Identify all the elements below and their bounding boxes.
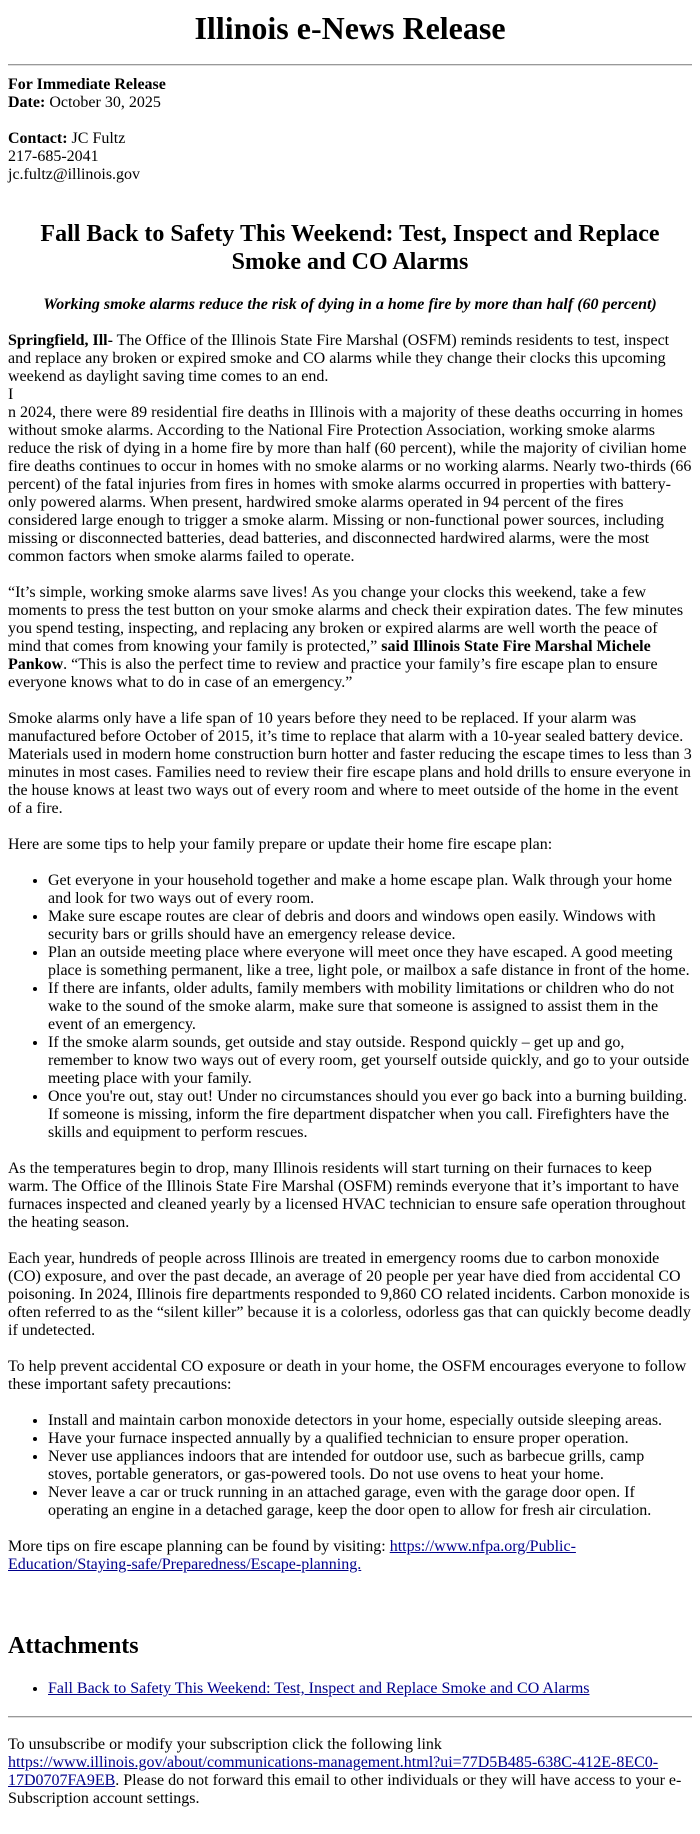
paragraph-co: Each year, hundreds of people across Illinois are treated in emergency rooms due to carbon monoxide (CO) exposure, and over the past decade, an average of 20 people per year have died from accidental CO poisoning. In 2024, Illinois fire departments responded to 9,860 CO related incidents. Carbon monoxide is often referred to as the “silent killer” because it is a colorless, odorless gas that can quickly become deadly if undetected. [8, 1250, 691, 1339]
contact-label: Contact: [8, 130, 68, 147]
release-label: For Immediate Release [8, 76, 166, 93]
stats-text: n 2024, there were 89 residential fire deaths in Illinois with a majority of these deaths occurring in homes without smoke alarms. According to the National Fire Protection Association, working smoke alarms reduce the risk of dying in a home fire by more than half (60 percent), while the majority of civilian home fire deaths continues to occur in homes with no smoke alarms or no working alarms. Nearly two-thirds (66 percent) of the fatal injuries from fires in homes with smoke alarms occurred in properties with battery-only powered alarms. When present, hardwired smoke alarms operated in 94 percent of the fires considered large enough to trigger a smoke alarm. Missing or non-functional power sources, including missing or disconnected batteries, dead batteries, and disconnected hardwired alarms, were the most common factors when smoke alarms failed to operate. [8, 404, 692, 565]
unsubscribe-text: To unsubscribe or modify your subscription click the following link [8, 1736, 442, 1753]
quote-attribution: said Illinois State Fire Marshal Michele Pankow [8, 638, 651, 673]
article-subtitle: Working smoke alarms reduce the risk of dying in a home fire by more than half (60 percent) [43, 296, 657, 313]
dateline: Springfield, Ill- [8, 332, 113, 349]
footer-text [8, 1736, 692, 1808]
attachment-item [48, 1680, 692, 1698]
attachment-link[interactable]: Fall Back to Safety This Weekend: Test, Inspect and Replace Smoke and CO Alarms [48, 1680, 590, 1697]
page-title: Illinois e-News Release [194, 10, 506, 46]
list-item: • Never use appliances indoors that are intended for outdoor use, such as barbecue grills, camp stoves, portable generators, or gas-powered tools. Do not use ovens to heat your home. [48, 1448, 692, 1484]
contact-email: jc.fultz@illinois.gov [8, 166, 141, 183]
more-tips-text: More tips on fire escape planning can be found by visiting: [8, 1538, 390, 1555]
attachments-list [8, 1680, 692, 1698]
contact-name: JC Fultz [71, 130, 126, 147]
release-date: October 30, 2025 [49, 94, 161, 111]
paragraph-furnace: As the temperatures begin to drop, many Illinois residents will start turning on their furnaces to keep warm. The Office of the Illinois State Fire Marshal (OSFM) reminds everyone that it’s important to have furnaces inspected and cleaned yearly by a licensed HVAC technician to ensure safe operation throughout the heating season. [8, 1160, 686, 1231]
intro-text: The Office of the Illinois State Fire Marshal (OSFM) reminds residents to test, inspect and replace any broken or expired smoke and CO alarms while they change their clocks this upcoming weekend as daylight saving time comes to an end. [8, 332, 670, 385]
paragraph-lifespan: Smoke alarms only have a life span of 10 years before they need to be replaced. If your alarm was manufactured before October of 2015, it’s time to replace that alarm with a 10-year sealed battery device. Materials used in modern home construction burn hotter and faster reducing the escape times to less than 3 minutes in most cases. Families need to review their fire escape plans and hold drills to ensure everyone in the house knows at least two ways out of every room and where to meet outside of the home in the event of a fire. [8, 710, 692, 817]
list-item: • Have your furnace inspected annually by a qualified technician to ensure proper operation. [48, 1430, 692, 1448]
list-item: • Get everyone in your household together and make a home escape plan. Walk through your home and look for two ways out of every room. [48, 872, 692, 908]
forward-warning: . Please do not forward this email to other individuals or they will have access to your e-Subscription account settings. [8, 1772, 682, 1807]
release-meta [8, 76, 692, 112]
article-title: Fall Back to Safety This Weekend: Test, Inspect and Replace Smoke and CO Alarms [40, 221, 660, 275]
divider [8, 64, 692, 66]
escape-tips-list [8, 872, 692, 1142]
divider [8, 1716, 692, 1718]
paragraph-intro [8, 332, 692, 566]
paragraph-quote [8, 584, 692, 692]
list-item: • Make sure escape routes are clear of debris and doors and windows open easily. Windows with security bars or grills should have an emergency release device. [48, 908, 692, 944]
list-item: • If the smoke alarm sounds, get outside and stay outside. Respond quickly – get up and go, remember to know two ways out of every room, get yourself outside quickly, and go to your outside meeting place with your family. [48, 1034, 692, 1088]
list-item: • If there are infants, older adults, family members with mobility limitations or children who do not wake to the sound of the smoke alarm, make sure that someone is assigned to assist them in the event of an emergency. [48, 980, 692, 1034]
unsubscribe-link[interactable]: https://www.illinois.gov/about/communications-management.html?ui=77D5B485-638C-412E-8EC0-17D0707FA9EB [8, 1754, 659, 1789]
paragraph-tips-intro: Here are some tips to help your family prepare or update their home fire escape plan: [8, 836, 553, 853]
paragraph-more-tips [8, 1538, 692, 1574]
list-item: • Never leave a car or truck running in an attached garage, even with the garage door open. If operating an engine in a detached garage, keep the door open to allow for fresh air circulation. [48, 1484, 692, 1520]
contact-phone: 217-685-2041 [8, 148, 99, 165]
list-item: • Once you're out, stay out! Under no circumstances should you ever go back into a burning building. If someone is missing, inform the fire department dispatcher when you call. Firefighters have the skills and equipment to perform rescues. [48, 1088, 692, 1142]
stray-letter: I [8, 386, 14, 403]
list-item: • Plan an outside meeting place where everyone will meet once they have escaped. A good meeting place is something permanent, like a tree, light pole, or mailbox a safe distance in front of the home. [48, 944, 692, 980]
date-label: Date: [8, 94, 46, 111]
quote-part-2: . “This is also the perfect time to review and practice your family’s fire escape plan to ensure everyone knows what to do in case of an emergency.” [8, 656, 658, 691]
contact-block [8, 130, 692, 184]
paragraph-co-intro: To help prevent accidental CO exposure or death in your home, the OSFM encourages everyone to follow these important safety precautions: [8, 1358, 687, 1393]
co-tips-list [8, 1412, 692, 1520]
list-item: • Install and maintain carbon monoxide detectors in your home, especially outside sleeping areas. [48, 1412, 692, 1430]
nfpa-link[interactable]: https://www.nfpa.org/Public-Education/Staying-safe/Preparedness/Escape-planning. [8, 1538, 576, 1573]
quote-part-1: “It’s simple, working smoke alarms save lives! As you change your clocks this weekend, take a few moments to press the test button on your smoke alarms and check their expiration dates. The few minutes you spend testing, inspecting, and replacing any broken or expired alarms are well worth the peace of mind that comes from knowing your family is protected,” [8, 584, 684, 655]
attachments-heading: Attachments [8, 1633, 139, 1659]
